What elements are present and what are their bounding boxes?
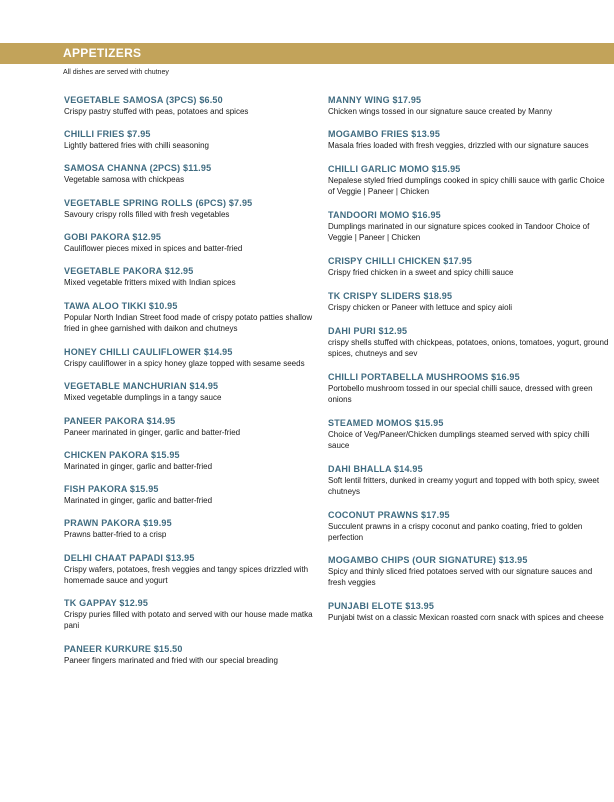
menu-item-description: Lightly battered fries with chilli seasoning (64, 141, 209, 150)
menu-item-description: Marinated in ginger, garlic and batter-fried (64, 496, 213, 505)
menu-item-description: Dumplings marinated in our signature spices cooked in Tandoor Choice of Veggie | Paneer | Chicken (328, 222, 590, 242)
menu-item-name: STEAMED MOMOS $15.95 (328, 418, 444, 428)
menu-item (64, 598, 314, 631)
menu-item (328, 601, 610, 623)
menu-item-description: Crispy cauliflower in a spicy honey glaze topped with sesame seeds (64, 359, 305, 368)
menu-item (328, 291, 610, 313)
menu-item (64, 416, 314, 438)
menu-column-left (64, 95, 314, 666)
menu-item-description: Succulent prawns in a crispy coconut and panko coating, fried to golden perfection (328, 522, 583, 542)
menu-item (328, 95, 610, 117)
menu-item-name: PUNJABI ELOTE $13.95 (328, 601, 435, 611)
menu-item-name: TANDOORI MOMO $16.95 (328, 210, 441, 220)
menu-item (328, 129, 610, 151)
menu-item (64, 301, 314, 334)
menu-item (328, 372, 610, 405)
menu-item (328, 464, 610, 497)
menu-item-name: HONEY CHILLI CAULIFLOWER $14.95 (64, 347, 233, 357)
menu-item-name: CHILLI PORTABELLA MUSHROOMS $16.95 (328, 372, 520, 382)
menu-item-description: Masala fries loaded with fresh veggies, drizzled with our signature sauces (328, 141, 589, 150)
menu-item-description: Mixed vegetable fritters mixed with Indian spices (64, 278, 236, 287)
menu-item (64, 198, 314, 220)
menu-column-right (328, 95, 610, 623)
menu-item-description: Soft lentil fritters, dunked in creamy yogurt and topped with both spicy, sweet chutneys (328, 476, 600, 496)
menu-item-description: Crispy pastry stuffed with peas, potatoes and spices (64, 107, 249, 116)
menu-item-name: VEGETABLE MANCHURIAN $14.95 (64, 381, 219, 391)
menu-item-name: CHILLI GARLIC MOMO $15.95 (328, 164, 461, 174)
menu-item (64, 381, 314, 403)
menu-item (64, 553, 314, 586)
menu-item-description: Nepalese styled fried dumplings cooked in spicy chilli sauce with garlic Choice of Veggie | Paneer | Chicken (328, 176, 605, 196)
menu-item-description: Spicy and thinly sliced fried potatoes served with our signature sauces and fresh veggies (328, 567, 593, 587)
menu-item-description: Crispy chicken or Paneer with lettuce and spicy aioli (328, 303, 513, 312)
menu-item-name: VEGETABLE SPRING ROLLS (6PCS) $7.95 (64, 198, 253, 208)
section-banner (0, 43, 614, 64)
menu-item-description: Portobello mushroom tossed in our special chilli sauce, dressed with green onions (328, 384, 593, 404)
menu-item (328, 510, 610, 543)
menu-item (64, 232, 314, 254)
menu-item (64, 450, 314, 472)
menu-item-name: CHILLI FRIES $7.95 (64, 129, 151, 139)
menu-item (64, 95, 314, 117)
menu-item-description: Paneer fingers marinated and fried with our special breading (64, 656, 278, 665)
menu-item-name: MANNY WING $17.95 (328, 95, 422, 105)
menu-item-name: PRAWN PAKORA $19.95 (64, 518, 172, 528)
menu-item-name: PANEER PAKORA $14.95 (64, 416, 176, 426)
menu-item (64, 644, 314, 666)
menu-item-description: Choice of Veg/Paneer/Chicken dumplings steamed served with spicy chilli sauce (328, 430, 590, 450)
menu-item (328, 555, 610, 588)
menu-item-description: Marinated in ginger, garlic and batter-fried (64, 462, 213, 471)
menu-item (328, 418, 610, 451)
section-title: APPETIZERS (63, 46, 142, 60)
menu-item (328, 326, 610, 359)
menu-item-name: PANEER KURKURE $15.50 (64, 644, 183, 654)
menu-item-name: GOBI PAKORA $12.95 (64, 232, 162, 242)
menu-item (64, 347, 314, 369)
section-note: All dishes are served with chutney (63, 69, 169, 76)
menu-item-description: Vegetable samosa with chickpeas (64, 175, 185, 184)
menu-item-name: DAHI PURI $12.95 (328, 326, 408, 336)
menu-item-name: VEGETABLE PAKORA $12.95 (64, 266, 194, 276)
menu-item (64, 484, 314, 506)
menu-item-description: Cauliflower pieces mixed in spices and batter-fried (64, 244, 243, 253)
menu-item (64, 266, 314, 288)
menu-item-name: VEGETABLE SAMOSA (3PCS) $6.50 (64, 95, 223, 105)
menu-item (328, 210, 610, 243)
menu-item-description: Paneer marinated in ginger, garlic and batter-fried (64, 428, 241, 437)
menu-item-description: Crispy puries filled with potato and served with our house made matka pani (64, 610, 313, 630)
menu-item (64, 163, 314, 185)
menu-item-description: Crispy fried chicken in a sweet and spicy chilli sauce (328, 268, 514, 277)
menu-item (328, 256, 610, 278)
menu-item-description: crispy shells stuffed with chickpeas, potatoes, onions, tomatoes, yogurt, ground spices, chutneys and sev (328, 338, 609, 358)
menu-item-description: Mixed vegetable dumplings in a tangy sauce (64, 393, 222, 402)
menu-item-description: Prawns batter-fried to a crisp (64, 530, 167, 539)
menu-item-description: Punjabi twist on a classic Mexican roasted corn snack with spices and cheese (328, 613, 604, 622)
menu-item-description: Savoury crispy rolls filled with fresh vegetables (64, 210, 230, 219)
menu-item-name: CRISPY CHILLI CHICKEN $17.95 (328, 256, 472, 266)
menu-item-name: SAMOSA CHANNA (2PCS) $11.95 (64, 163, 212, 173)
menu-item-name: FISH PAKORA $15.95 (64, 484, 159, 494)
menu-item-name: TK CRISPY SLIDERS $18.95 (328, 291, 453, 301)
menu-item-name: DELHI CHAAT PAPADI $13.95 (64, 553, 195, 563)
menu-item-name: CHICKEN PAKORA $15.95 (64, 450, 180, 460)
menu-item (64, 129, 314, 151)
menu-item-description: Chicken wings tossed in our signature sauce created by Manny (328, 107, 553, 116)
menu-item-name: MOGAMBO FRIES $13.95 (328, 129, 441, 139)
menu-item-name: COCONUT PRAWNS $17.95 (328, 510, 450, 520)
menu-item-description: Crispy wafers, potatoes, fresh veggies and tangy spices drizzled with homemade sauce and yogurt (64, 565, 309, 585)
menu-item-name: DAHI BHALLA $14.95 (328, 464, 423, 474)
menu-item-description: Popular North Indian Street food made of crispy potato patties shallow fried in ghee garnished with daikon and chutneys (64, 313, 313, 333)
menu-item (64, 518, 314, 540)
menu-item-name: TK GAPPAY $12.95 (64, 598, 149, 608)
menu-item-name: MOGAMBO CHIPS (OUR SIGNATURE) $13.95 (328, 555, 528, 565)
menu-item-name: TAWA ALOO TIKKI $10.95 (64, 301, 178, 311)
menu-item (328, 164, 610, 197)
